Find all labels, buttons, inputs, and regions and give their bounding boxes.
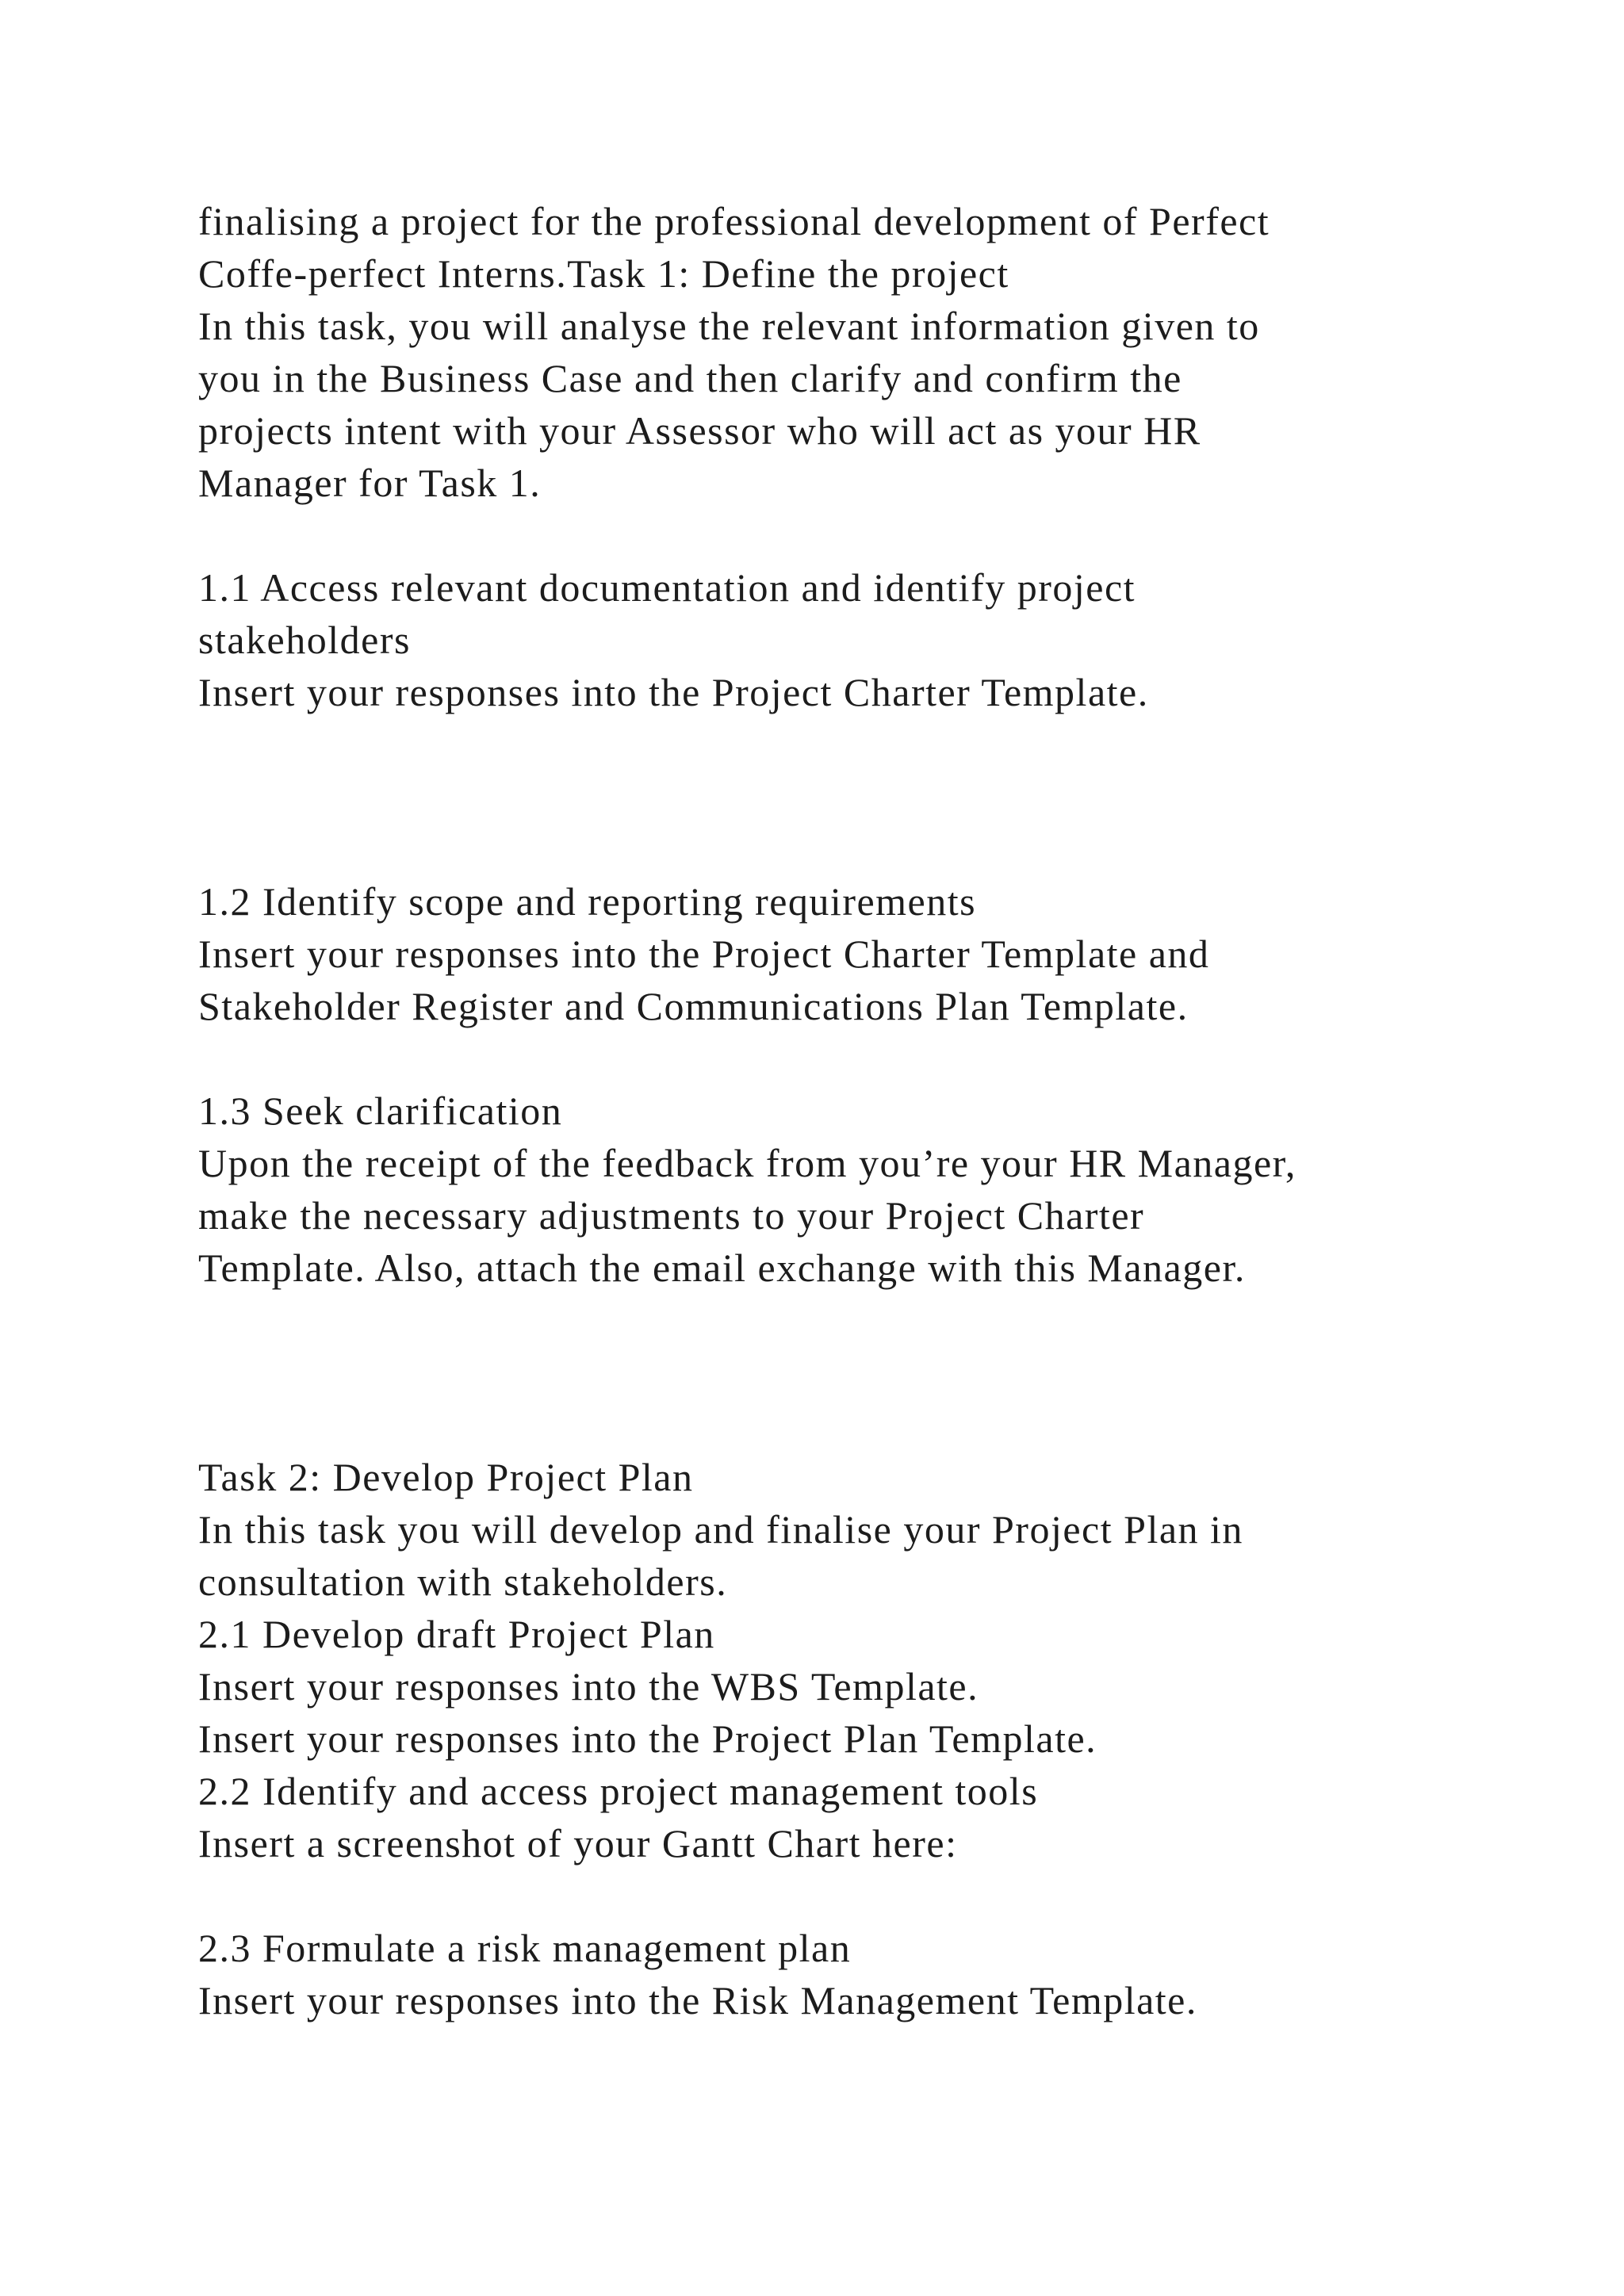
text-line: Insert your responses into the Project Charter Template and [198, 932, 1210, 976]
text-line: Insert a screenshot of your Gantt Chart here: [198, 1821, 958, 1866]
task-heading: Task 2: Develop Project Plan [198, 1455, 694, 1499]
text-line: Coffe-perfect Interns.Task 1: Define the project [198, 251, 1009, 296]
blank-space [198, 1294, 1546, 1451]
section-heading: 1.1 Access relevant documentation and identify project [198, 565, 1136, 610]
blank-space [198, 718, 1546, 875]
section-heading: 1.2 Identify scope and reporting requirements [198, 879, 977, 924]
blank-line [198, 1032, 1546, 1085]
text-line: you in the Business Case and then clarify and confirm the [198, 356, 1182, 400]
section-1-3 [198, 1085, 1546, 1294]
section-2-3 [198, 1922, 1546, 2026]
task-2-section [198, 1451, 1546, 1869]
section-1-2 [198, 875, 1546, 1032]
document-body [198, 195, 1546, 2026]
section-1-1 [198, 561, 1546, 718]
blank-line [198, 509, 1546, 561]
text-line: Stakeholder Register and Communications Plan Template. [198, 984, 1189, 1028]
text-line: consultation with stakeholders. [198, 1559, 728, 1604]
intro-paragraph [198, 195, 1546, 509]
section-heading: 2.2 Identify and access project management tools [198, 1769, 1039, 1813]
blank-line [198, 1869, 1546, 1922]
text-line: Insert your responses into the Risk Management Template. [198, 1978, 1197, 2022]
text-line: finalising a project for the professional development of Perfect [198, 199, 1270, 243]
section-heading: 1.3 Seek clarification [198, 1089, 563, 1133]
text-line: Insert your responses into the Project Charter Template. [198, 670, 1149, 714]
text-line: Insert your responses into the Project Plan Template. [198, 1716, 1097, 1761]
text-line: In this task, you will analyse the relevant information given to [198, 304, 1260, 348]
section-heading: 2.1 Develop draft Project Plan [198, 1612, 715, 1656]
text-line: projects intent with your Assessor who will act as your HR [198, 408, 1201, 453]
text-line: In this task you will develop and finalise your Project Plan in [198, 1507, 1243, 1552]
text-line: Manager for Task 1. [198, 461, 542, 505]
section-heading: 2.3 Formulate a risk management plan [198, 1926, 852, 1970]
text-line: Template. Also, attach the email exchange with this Manager. [198, 1246, 1246, 1290]
text-line: Upon the receipt of the feedback from you’re your HR Manager, [198, 1141, 1297, 1185]
text-line: make the necessary adjustments to your Project Charter [198, 1193, 1145, 1238]
text-line: stakeholders [198, 618, 411, 662]
text-line: Insert your responses into the WBS Template. [198, 1664, 979, 1709]
